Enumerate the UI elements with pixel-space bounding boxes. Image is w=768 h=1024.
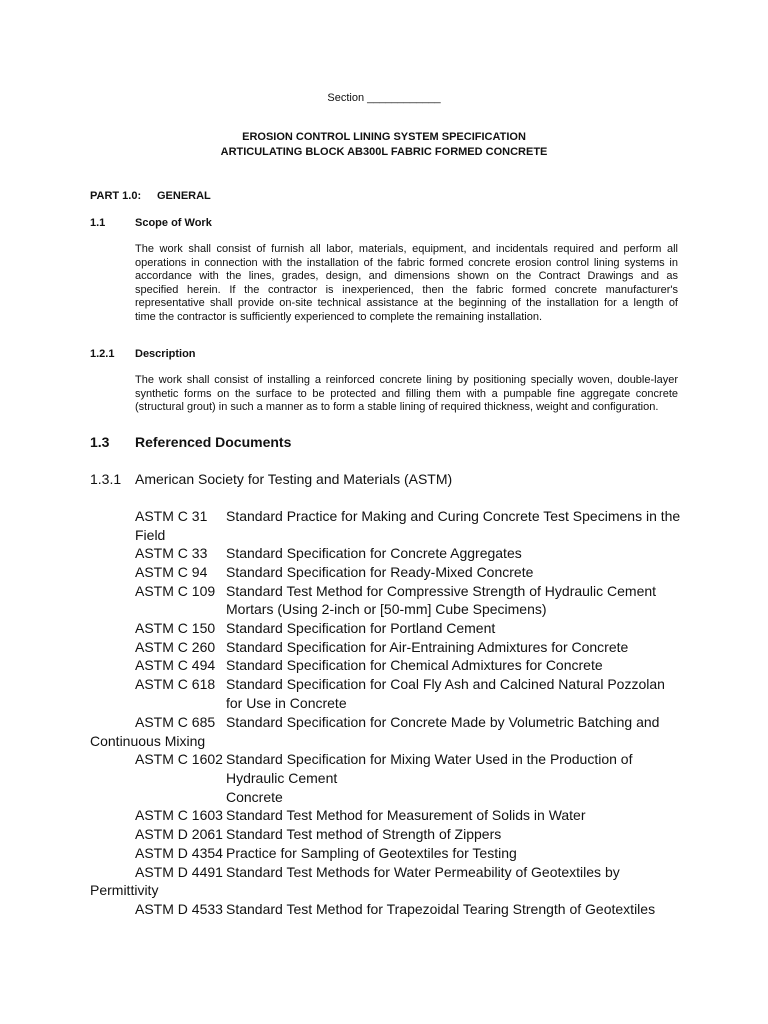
ref-code-c494: ASTM C 494 xyxy=(135,657,216,673)
part-number: PART 1.0: xyxy=(90,190,142,202)
ref-desc-c260: Standard Specification for Air-Entraining Admixtures for Concrete xyxy=(226,639,629,655)
ref-wrap-d4491: Permittivity xyxy=(90,882,159,898)
ref-code-c618: ASTM C 618 xyxy=(135,676,216,692)
scope-line: specified herein. If the contractor is inexperienced, then the fabric formed concrete manufacturer's xyxy=(135,283,678,296)
scope-line: time the contractor is sufficiently experienced to complete the remaining installation. xyxy=(135,310,543,323)
scope-of-work-paragraph xyxy=(135,243,678,325)
description-line: synthetic forms on the surface to be protected and filling them with a pumpable fine aggregate concrete xyxy=(135,387,678,400)
ref-desc-c33: Standard Specification for Concrete Aggregates xyxy=(226,545,522,561)
description-paragraph xyxy=(135,374,678,415)
ref-desc-c31: Standard Practice for Making and Curing Concrete Test Specimens in the xyxy=(226,508,681,524)
ref-code-c1603: ASTM C 1603 xyxy=(135,807,223,823)
ref-wrap-c685: Continuous Mixing xyxy=(90,733,206,749)
ref-code-c94: ASTM C 94 xyxy=(135,564,208,580)
ref-wrap-c31: Field xyxy=(135,527,166,543)
ref-desc-c109: Standard Test Method for Compressive Strength of Hydraulic Cement xyxy=(226,583,657,599)
scope-line: operations in connection with the installation of the fabric formed concrete erosion control lining systems in xyxy=(135,256,678,269)
section-1-2-1-number: 1.2.1 xyxy=(90,348,115,360)
ref-cont2-c1602: Concrete xyxy=(226,789,283,805)
ref-desc-c1602: Standard Specification for Mixing Water Used in the Production of xyxy=(226,751,633,767)
ref-code-d4354: ASTM D 4354 xyxy=(135,845,223,861)
ref-desc-d2061: Standard Test method of Strength of Zippers xyxy=(226,826,502,842)
title-line-1: EROSION CONTROL LINING SYSTEM SPECIFICATION xyxy=(242,131,526,143)
ref-cont-c1602: Hydraulic Cement xyxy=(226,770,338,786)
section-1-2-1-title: Description xyxy=(135,348,196,360)
ref-code-c150: ASTM C 150 xyxy=(135,620,216,636)
ref-desc-c1603: Standard Test Method for Measurement of Solids in Water xyxy=(226,807,586,823)
ref-desc-c618: Standard Specification for Coal Fly Ash and Calcined Natural Pozzolan xyxy=(226,676,665,692)
section-1-3-1-title: American Society for Testing and Materials (ASTM) xyxy=(135,471,453,487)
ref-code-c109: ASTM C 109 xyxy=(135,583,216,599)
ref-code-d4491: ASTM D 4491 xyxy=(135,864,223,880)
description-line: The work shall consist of installing a reinforced concrete lining by positioning specially woven, double-layer xyxy=(135,374,678,386)
ref-code-c33: ASTM C 33 xyxy=(135,545,208,561)
ref-cont-c618: for Use in Concrete xyxy=(226,695,347,711)
ref-desc-d4533: Standard Test Method for Trapezoidal Tearing Strength of Geotextiles xyxy=(226,901,656,917)
ref-code-d2061: ASTM D 2061 xyxy=(135,826,223,842)
ref-code-c260: ASTM C 260 xyxy=(135,639,216,655)
ref-code-c685: ASTM C 685 xyxy=(135,714,216,730)
scope-line: The work shall consist of furnish all labor, materials, equipment, and incidentals required and perform all xyxy=(135,243,678,255)
ref-desc-c150: Standard Specification for Portland Cement xyxy=(226,620,496,636)
section-1-1-title: Scope of Work xyxy=(135,217,212,229)
ref-cont-c109: Mortars (Using 2-inch or [50-mm] Cube Specimens) xyxy=(226,601,547,617)
section-1-1-number: 1.1 xyxy=(90,217,106,229)
ref-desc-d4354: Practice for Sampling of Geotextiles for Testing xyxy=(226,845,517,861)
scope-line: accordance with the lines, grades, design, and dimensions shown on the Contract Drawings and as xyxy=(135,270,678,283)
ref-code-c1602: ASTM C 1602 xyxy=(135,751,223,767)
section-1-3-1-number: 1.3.1 xyxy=(90,471,122,487)
ref-desc-d4491: Standard Test Methods for Water Permeability of Geotextiles by xyxy=(226,864,620,880)
ref-code-c31: ASTM C 31 xyxy=(135,508,208,524)
part-title: GENERAL xyxy=(157,190,211,202)
ref-code-d4533: ASTM D 4533 xyxy=(135,901,223,917)
description-line: (structural grout) in such a manner as to form a stable lining of required thickness, weight and configuration. xyxy=(135,401,659,414)
ref-desc-c94: Standard Specification for Ready-Mixed Concrete xyxy=(226,564,534,580)
ref-desc-c685: Standard Specification for Concrete Made by Volumetric Batching and xyxy=(226,714,660,730)
ref-desc-c494: Standard Specification for Chemical Admixtures for Concrete xyxy=(226,657,603,673)
section-1-3-number: 1.3 xyxy=(90,434,110,450)
section-1-3-title: Referenced Documents xyxy=(135,434,292,450)
scope-line: representative shall provide on-site technical assistance at the beginning of the installation for a length of xyxy=(135,297,678,310)
section-number-line: Section ____________ xyxy=(327,92,441,104)
title-line-2: ARTICULATING BLOCK AB300L FABRIC FORMED CONCRETE xyxy=(220,146,548,158)
